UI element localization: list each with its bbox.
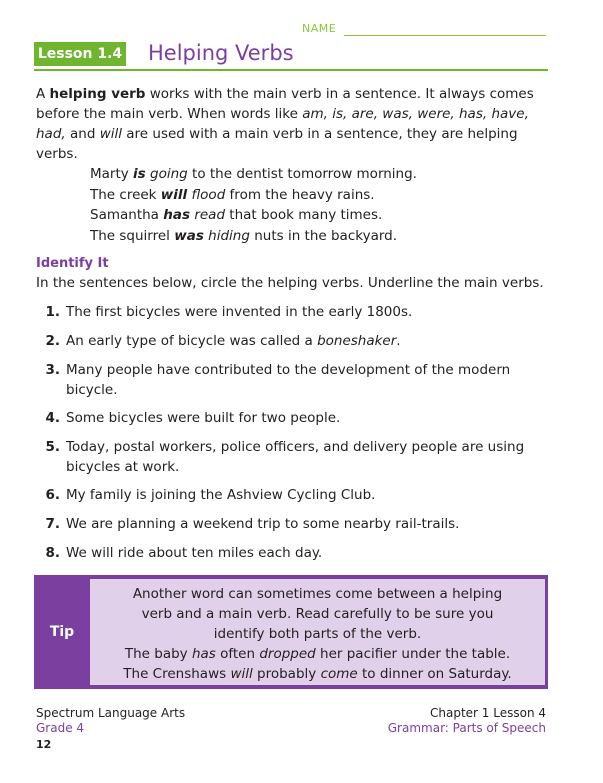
tip-example: The Crenshaws will probably come to dinner on Saturday. <box>123 666 512 682</box>
item-number: 5. <box>45 439 60 455</box>
example-sentences <box>90 164 417 246</box>
item-text: The first bicycles were invented in the early 1800s. <box>66 304 413 320</box>
item-number: 1. <box>45 304 60 320</box>
helping-verb: will <box>160 186 188 203</box>
helping-verb: has <box>191 646 216 662</box>
helping-verb: is <box>133 166 146 182</box>
item-text: Today, postal workers, police officers, and delivery people are using bicycles at work. <box>66 439 525 475</box>
helping-verb: was <box>174 227 204 244</box>
section-heading: Identify It <box>36 256 109 271</box>
title-divider <box>34 69 548 71</box>
footer-left <box>36 706 185 736</box>
name-label: NAME <box>302 22 337 35</box>
lesson-tag: Lesson 1.4 <box>34 42 126 66</box>
intro-text: and <box>65 126 100 142</box>
grade-label: Grade 4 <box>36 721 85 735</box>
example-sentence: Samantha has read that book many times. <box>90 207 383 223</box>
example-sentence: Marty is going to the dentist tomorrow morning. <box>90 166 417 182</box>
main-verb: hiding <box>208 227 250 244</box>
item-text: My family is joining the Ashview Cycling Club. <box>66 487 376 503</box>
main-verb: read <box>194 207 226 223</box>
helping-verb: has <box>163 207 191 223</box>
item-text: Some bicycles were built for two people. <box>66 410 341 426</box>
name-write-line <box>344 35 546 36</box>
main-verb: dropped <box>259 646 316 662</box>
tip-example: The baby has often dropped her pacifier under the table. <box>124 646 511 662</box>
tip-text: Another word can sometimes come between a helping verb and a main verb. Read carefully to be sure you identify both parts of the verb. <box>132 586 503 642</box>
item-text: Many people have contributed to the development of the modern bicycle. <box>66 362 511 398</box>
tip-label: Tip <box>49 624 75 640</box>
intro-term: helping verb <box>49 86 146 102</box>
intro-verb-list: will <box>99 126 122 142</box>
example-sentence: The creek will flood from the heavy rains. <box>90 186 375 203</box>
item-number: 4. <box>45 410 60 426</box>
item-text: An early type of bicycle was called a boneshaker. <box>66 333 401 349</box>
intro-verb-list: am, is, are, was, were, has, have, had, <box>36 106 529 142</box>
footer-right <box>388 706 546 736</box>
item-text: We will ride about ten miles each day. <box>66 545 323 561</box>
page-title: Helping Verbs <box>148 41 294 65</box>
chapter-label: Chapter 1 Lesson 4 <box>430 706 546 720</box>
main-verb: going <box>150 166 188 182</box>
item-number: 3. <box>45 362 60 378</box>
tip-content <box>90 579 545 685</box>
intro-text: A <box>36 86 50 102</box>
topic-label: Grammar: Parts of Speech <box>387 721 546 735</box>
name-field <box>302 22 546 40</box>
tip-box <box>34 575 548 689</box>
main-verb: come <box>320 666 358 682</box>
helping-verb: will <box>230 666 253 682</box>
item-number: 7. <box>45 516 60 532</box>
intro-text: works with the main verb in a sentence. It always comes before the main verb. When words like <box>36 86 534 122</box>
intro-paragraph <box>36 84 548 164</box>
intro-text: are used with a main verb in a sentence, they are helping verbs. <box>36 126 518 162</box>
main-verb: flood <box>191 186 226 203</box>
example-sentence: The squirrel was hiding nuts in the backyard. <box>90 227 398 244</box>
item-text: We are planning a weekend trip to some nearby rail-trails. <box>66 516 460 532</box>
item-number: 8. <box>45 545 60 561</box>
page-number: 12 <box>36 738 52 751</box>
item-number: 2. <box>45 333 60 349</box>
instructions: In the sentences below, circle the helping verbs. Underline the main verbs. <box>36 275 544 291</box>
item-number: 6. <box>45 487 60 503</box>
book-title: Spectrum Language Arts <box>36 706 186 720</box>
